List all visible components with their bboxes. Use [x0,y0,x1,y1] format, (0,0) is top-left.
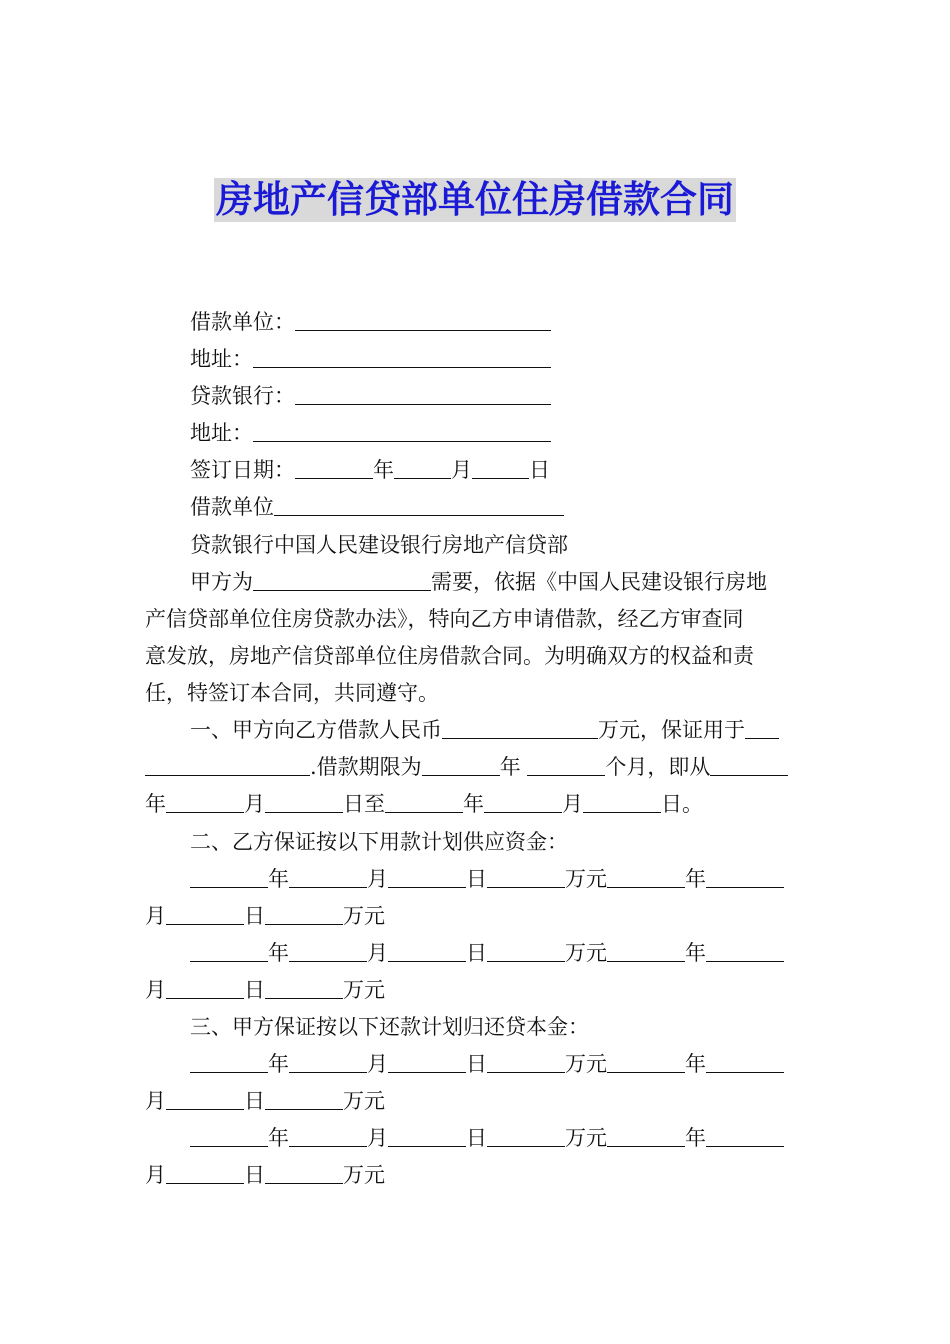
schedule-row-line-a [190,1123,784,1153]
intro-text: 甲方为 [190,570,253,594]
start-year-blank[interactable] [710,753,788,776]
schedule-blank[interactable] [706,865,784,888]
year-label: 年 [268,867,289,891]
wan-label: 万元 [343,1163,385,1187]
month-label: 月 [367,941,388,965]
schedule-blank[interactable] [190,865,268,888]
clause-heading: 二、乙方保证按以下用款计划供应资金： [190,830,568,854]
clause-heading: 三、甲方保证按以下还款计划归还贷本金： [190,1015,589,1039]
month-label: 月 [145,1163,166,1187]
schedule-row-line-a [190,938,784,968]
clause-text: 万元，保证用于 [598,718,745,742]
day-label: 日 [244,1089,265,1113]
term-month-blank[interactable] [527,753,605,776]
clause-text: 日至 [343,792,385,816]
schedule-blank[interactable] [487,939,565,962]
schedule-blank[interactable] [289,1124,367,1147]
schedule-row-line-b [145,1160,385,1190]
schedule-row-line-b [145,975,385,1005]
year-label: 年 [685,1126,706,1150]
year-label: 年 [268,941,289,965]
lender-address-field [190,418,551,448]
lender-label: 贷款银行： [190,384,295,408]
borrower-address-field [190,344,551,374]
month-label: 月 [145,904,166,928]
year-label: 年 [685,941,706,965]
schedule-blank[interactable] [190,1124,268,1147]
year-label: 年 [145,792,166,816]
usage-blank-b[interactable] [145,753,310,776]
schedule-blank[interactable] [607,1050,685,1073]
clause-text: 个月，即从 [605,755,711,779]
schedule-blank[interactable] [166,902,244,925]
end-day-blank[interactable] [583,790,661,813]
sign-month-blank[interactable] [394,456,451,479]
amount-blank[interactable] [442,716,598,739]
year-label: 年 [463,792,484,816]
start-month-blank[interactable] [166,790,244,813]
day-label: 日。 [661,792,703,816]
wan-label: 万元 [343,904,385,928]
year-label: 年 [685,1052,706,1076]
address-label: 地址： [190,421,253,445]
document-title [0,178,950,222]
month-label: 月 [145,978,166,1002]
address-label: 地址： [190,347,253,371]
term-year-blank[interactable] [422,753,500,776]
schedule-blank[interactable] [607,1124,685,1147]
borrower-address-blank[interactable] [253,345,551,368]
schedule-blank[interactable] [190,939,268,962]
schedule-blank[interactable] [289,939,367,962]
schedule-blank[interactable] [265,976,343,999]
schedule-blank[interactable] [388,1124,466,1147]
clause1-line-1 [190,715,779,745]
schedule-blank[interactable] [487,1050,565,1073]
schedule-row-line-a [190,864,784,894]
schedule-blank[interactable] [265,1161,343,1184]
year-label: 年 [268,1052,289,1076]
day-label: 日 [244,904,265,928]
year-label: 年 [373,458,394,482]
lender-address-blank[interactable] [253,419,551,442]
month-label: 月 [562,792,583,816]
day-label: 日 [529,458,550,482]
clause1-line-3 [145,789,703,819]
end-month-blank[interactable] [484,790,562,813]
intro-text: 任，特签订本合同，共同遵守。 [145,681,439,705]
wan-label: 万元 [343,1089,385,1113]
schedule-blank[interactable] [388,865,466,888]
schedule-blank[interactable] [706,1124,784,1147]
title-text: 房地产信贷部单位住房借款合同 [216,178,734,221]
lender-line [190,530,568,560]
wan-label: 万元 [565,941,607,965]
schedule-blank[interactable] [265,902,343,925]
lender-name: 贷款银行中国人民建设银行房地产信贷部 [190,533,568,557]
clause2-heading [190,827,568,857]
year-label: 年 [268,1126,289,1150]
borrower-label-2: 借款单位 [190,495,274,519]
borrower-label: 借款单位： [190,310,295,334]
schedule-blank[interactable] [607,865,685,888]
sign-date-field [190,455,550,485]
clause1-line-2 [145,752,788,782]
schedule-row-line-b [145,1086,385,1116]
schedule-blank[interactable] [388,939,466,962]
start-day-blank[interactable] [265,790,343,813]
schedule-blank[interactable] [388,1050,466,1073]
day-label: 日 [466,941,487,965]
lender-field [190,381,551,411]
intro-line-4 [145,678,439,708]
schedule-blank[interactable] [607,939,685,962]
month-label: 月 [145,1089,166,1113]
intro-text: 产信贷部单位住房贷款办法》，特向乙方申请借款，经乙方审查同 [145,607,744,631]
year-label: 年 [685,867,706,891]
clause3-heading [190,1012,589,1042]
day-label: 日 [466,1052,487,1076]
schedule-blank[interactable] [166,1087,244,1110]
wan-label: 万元 [565,867,607,891]
borrower-field [190,307,551,337]
schedule-blank[interactable] [289,865,367,888]
borrower-field-2 [190,492,564,522]
schedule-blank[interactable] [487,1124,565,1147]
month-label: 月 [451,458,472,482]
schedule-blank[interactable] [706,939,784,962]
wan-label: 万元 [343,978,385,1002]
intro-line-1 [190,567,767,597]
intro-line-3 [145,641,754,671]
day-label: 日 [466,867,487,891]
wan-label: 万元 [565,1126,607,1150]
schedule-blank[interactable] [289,1050,367,1073]
sign-year-blank[interactable] [295,456,373,479]
usage-blank-a[interactable] [745,716,779,739]
month-label: 月 [367,1126,388,1150]
intro-text: 意发放，房地产信贷部单位住房借款合同。为明确双方的权益和责 [145,644,754,668]
schedule-blank[interactable] [166,976,244,999]
end-year-blank[interactable] [385,790,463,813]
day-label: 日 [244,978,265,1002]
year-label: 年 [499,755,521,779]
borrower-blank[interactable] [295,308,551,331]
intro-text: 需要，依据《中国人民建设银行房地 [431,570,767,594]
schedule-blank[interactable] [166,1161,244,1184]
intro-line-2 [145,604,744,634]
sign-date-label: 签订日期： [190,458,295,482]
schedule-row-line-b [145,901,385,931]
borrower-blank-2[interactable] [274,493,564,516]
sign-day-blank[interactable] [472,456,529,479]
lender-blank[interactable] [295,382,551,405]
day-label: 日 [244,1163,265,1187]
day-label: 日 [466,1126,487,1150]
purpose-blank[interactable] [253,568,431,591]
month-label: 月 [244,792,265,816]
month-label: 月 [367,1052,388,1076]
schedule-blank[interactable] [190,1050,268,1073]
wan-label: 万元 [565,1052,607,1076]
clause-text: .借款期限为 [310,755,422,779]
schedule-blank[interactable] [487,865,565,888]
clause-text: 一、甲方向乙方借款人民币 [190,718,442,742]
schedule-blank[interactable] [265,1087,343,1110]
month-label: 月 [367,867,388,891]
schedule-row-line-a [190,1049,784,1079]
schedule-blank[interactable] [706,1050,784,1073]
